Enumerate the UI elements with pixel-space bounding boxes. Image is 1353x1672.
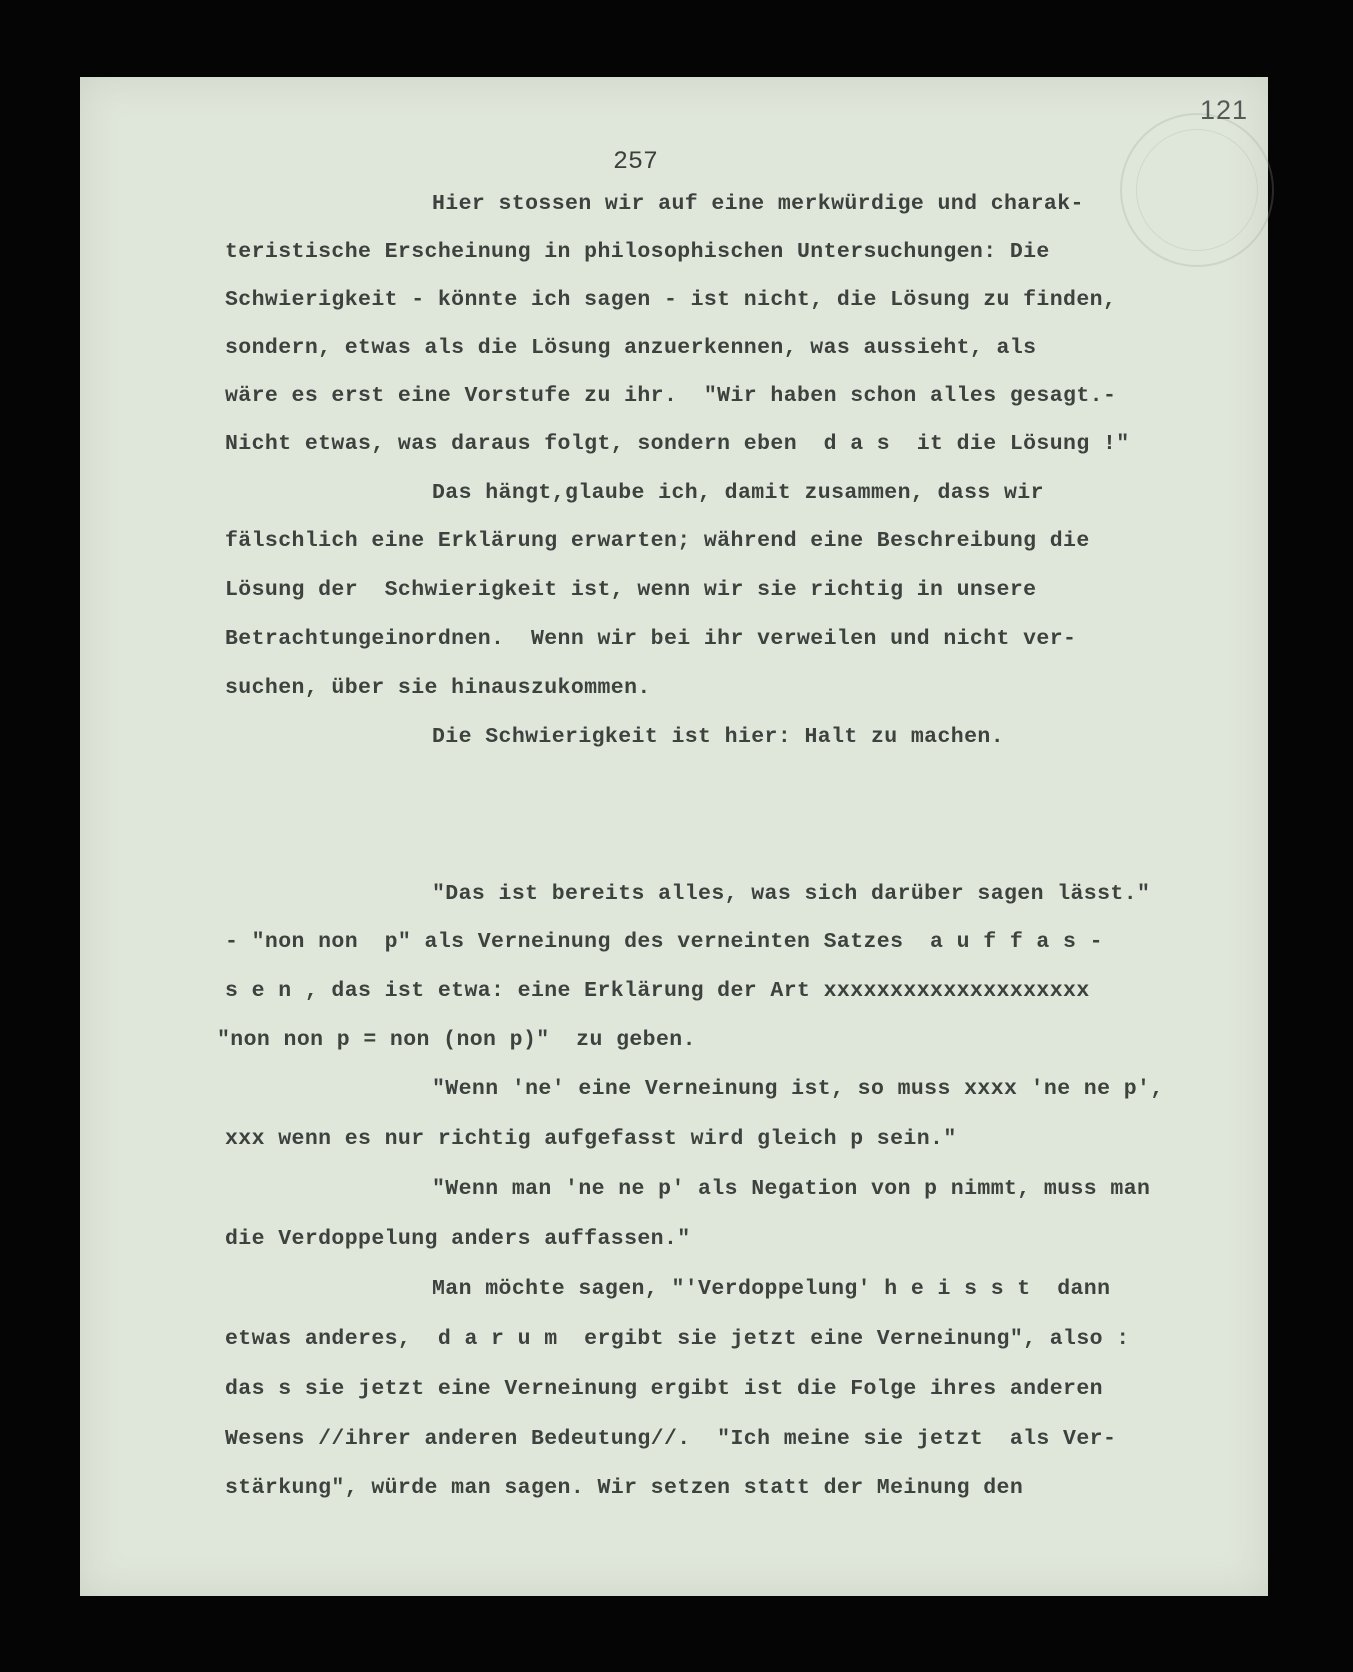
- text-line: - "non non p" als Verneinung des verneinten Satzes a u f f a s -: [225, 930, 1103, 954]
- text-line: wäre es erst eine Vorstufe zu ihr. "Wir haben schon alles gesagt.-: [225, 384, 1117, 408]
- text-line: teristische Erscheinung in philosophischen Untersuchungen: Die: [225, 240, 1050, 264]
- text-line: fälschlich eine Erklärung erwarten; während eine Beschreibung die: [225, 529, 1090, 553]
- text-line: die Verdoppelung anders auffassen.": [225, 1227, 691, 1251]
- text-line: suchen, über sie hinauszukommen.: [225, 676, 651, 700]
- text-line: stärkung", würde man sagen. Wir setzen statt der Meinung den: [225, 1476, 1024, 1500]
- typescript-page: [80, 77, 1268, 1596]
- text-line: "Das ist bereits alles, was sich darüber sagen lässt.": [432, 882, 1151, 906]
- text-line: das s sie jetzt eine Verneinung ergibt ist die Folge ihres anderen: [225, 1377, 1103, 1401]
- text-line: Man möchte sagen, "'Verdoppelung' h e i s s t dann: [432, 1277, 1111, 1301]
- text-line: "Wenn man 'ne ne p' als Negation von p nimmt, muss man: [432, 1177, 1151, 1201]
- text-line: Betrachtungeinordnen. Wenn wir bei ihr verweilen und nicht ver-: [225, 627, 1077, 651]
- archive-stamp: [1120, 113, 1274, 267]
- page-number: 257: [613, 147, 659, 176]
- text-line: s e n , das ist etwa: eine Erklärung der Art xxxxxxxxxxxxxxxxxxxx: [225, 979, 1090, 1003]
- text-line: sondern, etwas als die Lösung anzuerkennen, was aussieht, als: [225, 336, 1037, 360]
- folio-number: 121: [1200, 95, 1249, 125]
- text-line: xxx wenn es nur richtig aufgefasst wird gleich p sein.": [225, 1127, 957, 1151]
- text-line: Das hängt,glaube ich, damit zusammen, dass wir: [432, 481, 1044, 505]
- text-line: etwas anderes, d a r u m ergibt sie jetzt eine Verneinung", also :: [225, 1327, 1130, 1351]
- text-line: Die Schwierigkeit ist hier: Halt zu machen.: [432, 725, 1004, 749]
- text-line: Nicht etwas, was daraus folgt, sondern eben d a s it die Lösung !": [225, 432, 1130, 456]
- text-line: Schwierigkeit - könnte ich sagen - ist nicht, die Lösung zu finden,: [225, 288, 1117, 312]
- text-line: Wesens //ihrer anderen Bedeutung//. "Ich meine sie jetzt als Ver-: [225, 1427, 1117, 1451]
- text-line: "Wenn 'ne' eine Verneinung ist, so muss xxxx 'ne ne p',: [432, 1077, 1164, 1101]
- text-line: "non non p = non (non p)" zu geben.: [217, 1028, 696, 1052]
- text-line: Hier stossen wir auf eine merkwürdige und charak-: [432, 192, 1084, 216]
- text-line: Lösung der Schwierigkeit ist, wenn wir sie richtig in unsere: [225, 578, 1037, 602]
